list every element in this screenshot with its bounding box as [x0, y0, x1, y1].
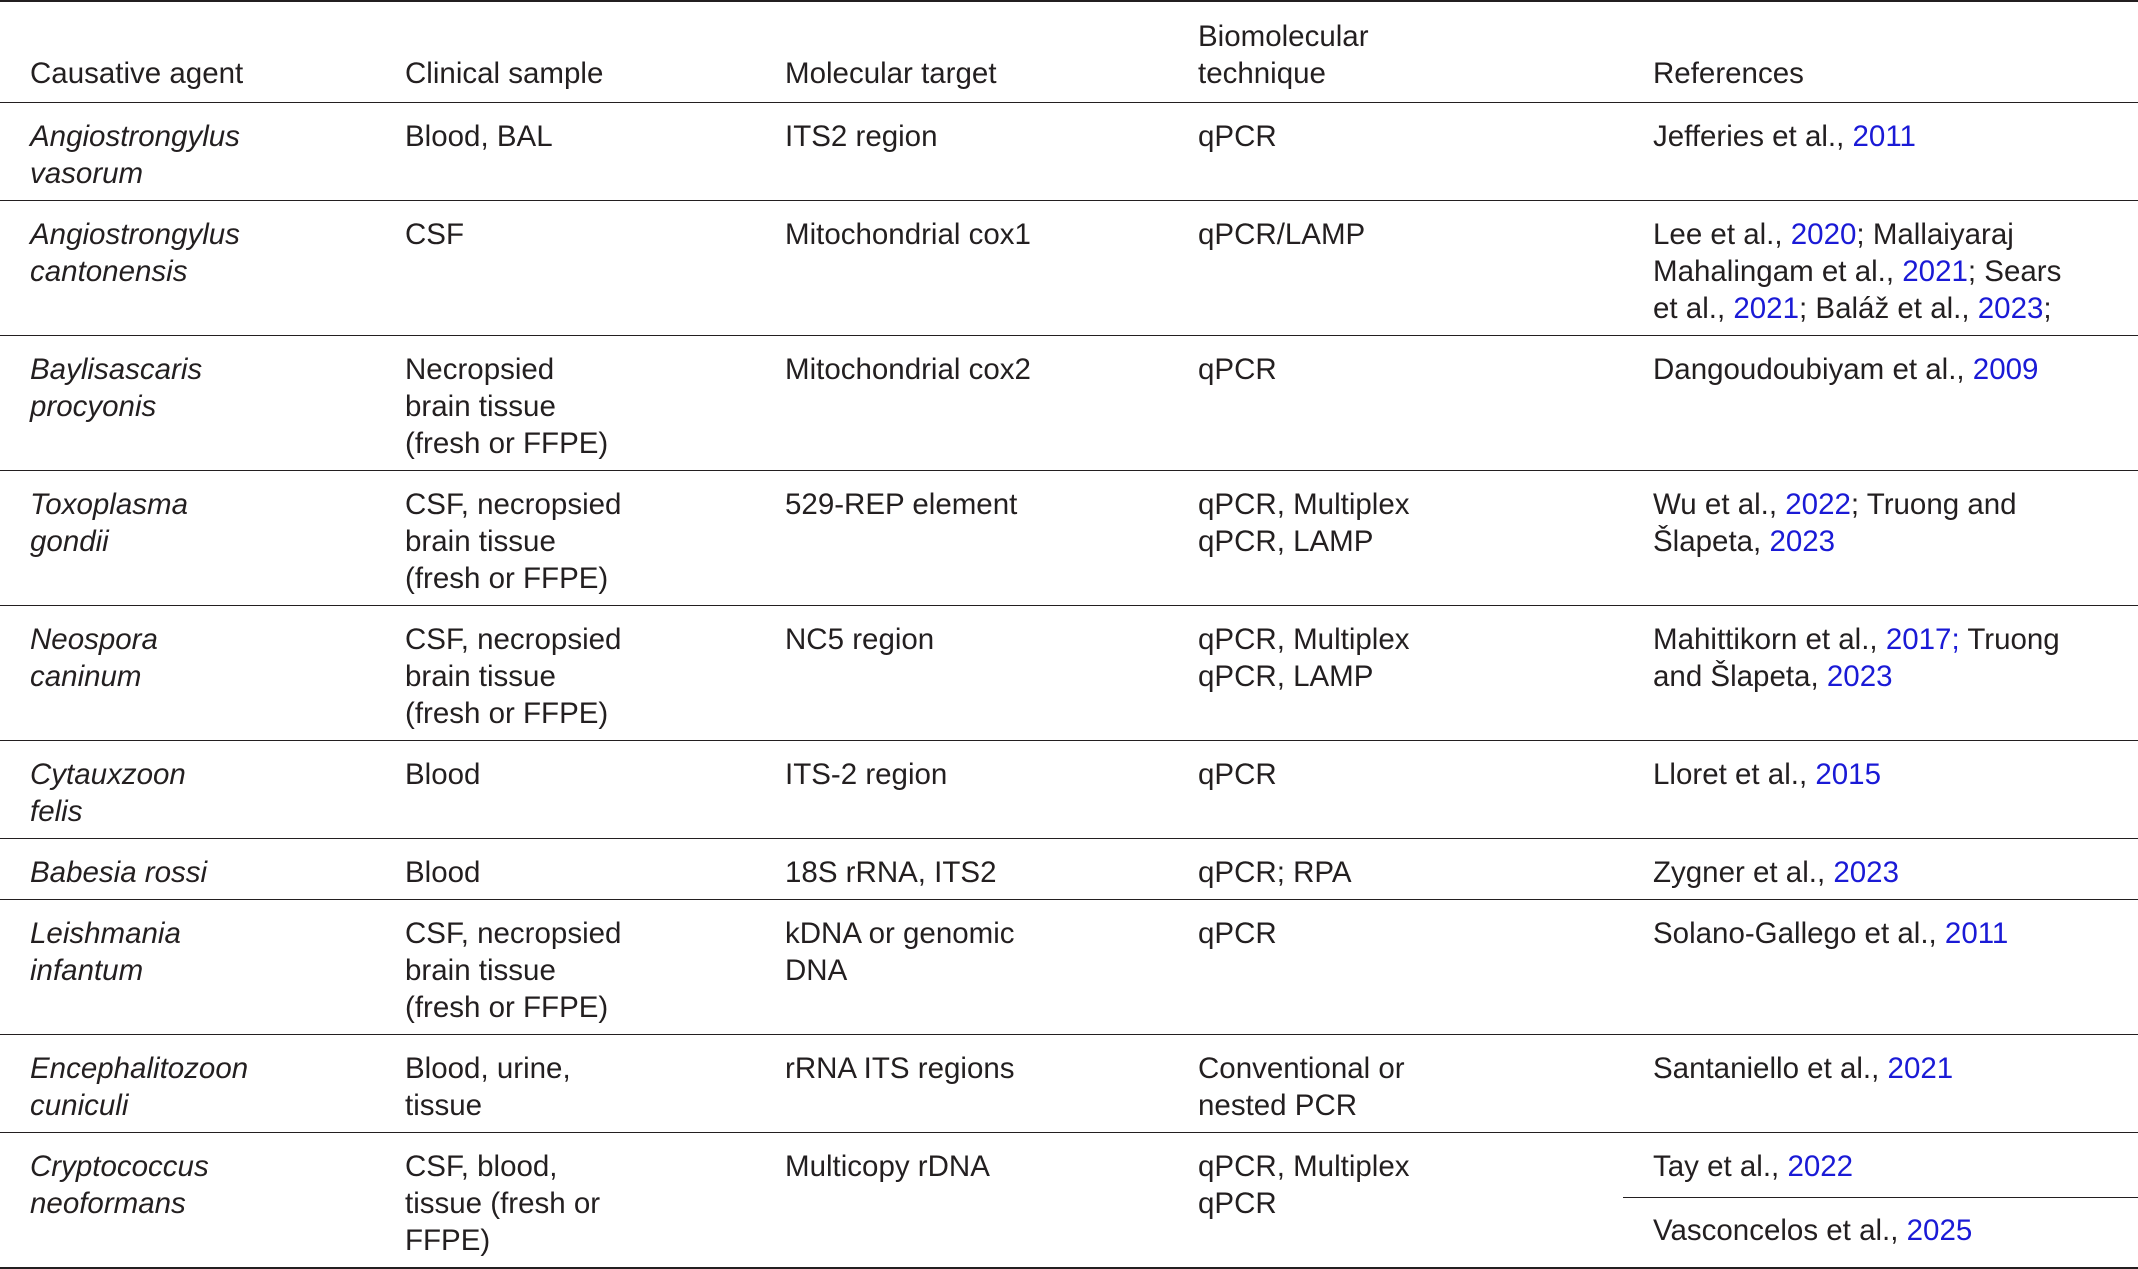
cell-references [1623, 201, 2138, 336]
cell-molecular-target-text: rRNA ITS regions [785, 1052, 1015, 1085]
cell-references [1623, 103, 2138, 201]
cell-causative-agent [0, 336, 375, 471]
cell-clinical-sample [375, 1133, 755, 1269]
cell-clinical-sample [375, 201, 755, 336]
reference-entry [1653, 1052, 1953, 1085]
reference-year-link[interactable]: 2021 [1902, 255, 1968, 288]
cell-biomolecular-technique-text: qPCR/LAMP [1198, 218, 1366, 251]
cell-molecular-target-text: ITS2 region [785, 120, 938, 153]
cell-molecular-target [755, 471, 1168, 606]
reference-author: Mallaiyaraj Mahalingam et al., [1653, 218, 2014, 288]
table-row [0, 1133, 2138, 1269]
table-row [0, 900, 2138, 1035]
table-header [0, 1, 2138, 103]
cell-clinical-sample-text: CSF, necropsied brain tissue (fresh or FFPE) [405, 623, 622, 730]
cell-clinical-sample-text: Blood, urine, tissue [405, 1052, 571, 1122]
reference-author: Truong and Šlapeta, [1653, 623, 2060, 693]
cell-clinical-sample-text: Necropsied brain tissue (fresh or FFPE) [405, 353, 609, 460]
cell-causative-agent-text: Encephalitozoon cuniculi [30, 1052, 249, 1122]
reference-year-link[interactable]: 2022 [1785, 488, 1851, 521]
reference-entry [1653, 218, 1873, 251]
reference-list [1653, 118, 2073, 155]
reference-sub-cell [1623, 1148, 2138, 1198]
reference-author: Tay et al., [1653, 1150, 1788, 1183]
table-row [0, 471, 2138, 606]
reference-author: Sears et al., [1653, 255, 2062, 325]
cell-causative-agent [0, 741, 375, 839]
table-body [0, 103, 2138, 1269]
reference-author: Vasconcelos et al., [1653, 1214, 1907, 1247]
reference-separator: ; [1856, 218, 1873, 251]
reference-entry [1653, 488, 1867, 521]
cell-clinical-sample [375, 741, 755, 839]
cell-biomolecular-technique [1168, 1035, 1623, 1133]
reference-separator: ; [1967, 255, 1985, 288]
cell-clinical-sample-text: Blood [405, 856, 481, 889]
cell-biomolecular-technique [1168, 201, 1623, 336]
cell-causative-agent-text: Neospora caninum [30, 623, 158, 693]
reference-year-link[interactable]: 2017; [1885, 623, 1960, 656]
cell-clinical-sample [375, 1035, 755, 1133]
cell-causative-agent [0, 900, 375, 1035]
cell-biomolecular-technique-text: qPCR, Multiplex qPCR [1198, 1150, 1410, 1220]
cell-molecular-target [755, 201, 1168, 336]
reference-entry [1653, 1150, 1853, 1183]
reference-author: Santaniello et al., [1653, 1052, 1888, 1085]
cell-biomolecular-technique-text: qPCR [1198, 353, 1277, 386]
reference-year-link[interactable]: 2020 [1790, 218, 1857, 251]
table-row [0, 606, 2138, 741]
cell-molecular-target-text: 529-REP element [785, 488, 1018, 521]
reference-author: Wu et al., [1653, 488, 1786, 521]
table-row [0, 201, 2138, 336]
header-molecular-target: Molecular target [785, 57, 997, 90]
reference-entry [1815, 292, 2051, 325]
cell-molecular-target [755, 1035, 1168, 1133]
reference-list [1653, 1050, 2073, 1087]
cell-molecular-target-text: NC5 region [785, 623, 935, 656]
reference-author: Lee et al., [1653, 218, 1791, 251]
cell-clinical-sample [375, 839, 755, 900]
reference-year-link[interactable]: 2011 [1852, 120, 1916, 153]
table-row [0, 839, 2138, 900]
cell-references [1623, 1035, 2138, 1133]
reference-entry [1653, 120, 1916, 153]
cell-clinical-sample [375, 103, 755, 201]
cell-molecular-target [755, 103, 1168, 201]
cell-clinical-sample [375, 336, 755, 471]
cell-causative-agent [0, 201, 375, 336]
cell-clinical-sample-text: CSF [405, 218, 464, 251]
cell-molecular-target [755, 741, 1168, 839]
header-causative-agent: Causative agent [30, 57, 244, 90]
cell-molecular-target [755, 606, 1168, 741]
cell-biomolecular-technique [1168, 103, 1623, 201]
cell-biomolecular-technique-text: qPCR, Multiplex qPCR, LAMP [1198, 623, 1410, 693]
reference-year-link[interactable]: 2015 [1815, 758, 1881, 791]
reference-author: Solano-Gallego et al., [1653, 917, 1945, 950]
cell-clinical-sample-text: CSF, blood, tissue (fresh or FFPE) [405, 1150, 601, 1257]
reference-list [1653, 756, 2073, 793]
cell-references [1623, 839, 2138, 900]
cell-clinical-sample [375, 606, 755, 741]
cell-causative-agent [0, 1133, 375, 1269]
cell-causative-agent [0, 103, 375, 201]
cell-causative-agent-text: Leishmania infantum [30, 917, 181, 987]
cell-biomolecular-technique [1168, 741, 1623, 839]
cell-causative-agent [0, 839, 375, 900]
reference-author: Mahittikorn et al., [1653, 623, 1886, 656]
cell-causative-agent-text: Angiostrongylus vasorum [30, 120, 240, 190]
reference-year-link[interactable]: 2021 [1733, 292, 1799, 325]
table-row [0, 336, 2138, 471]
reference-year-link[interactable]: 2023 [1977, 292, 2044, 325]
cell-biomolecular-technique-text: qPCR; RPA [1198, 856, 1352, 889]
cell-causative-agent-text: Cytauxzoon felis [30, 758, 186, 828]
reference-author: Truong and Šlapeta, [1653, 488, 2017, 558]
cell-clinical-sample-text: Blood, BAL [405, 120, 553, 153]
cell-molecular-target [755, 336, 1168, 471]
cell-causative-agent-text: Babesia rossi [30, 856, 208, 889]
header-clinical-sample: Clinical sample [405, 57, 604, 90]
cell-references [1623, 471, 2138, 606]
cell-molecular-target [755, 1133, 1168, 1269]
cell-causative-agent-text: Toxoplasma gondii [30, 488, 188, 558]
cell-biomolecular-technique-text: qPCR, Multiplex qPCR, LAMP [1198, 488, 1410, 558]
cell-causative-agent [0, 606, 375, 741]
cell-biomolecular-technique [1168, 1133, 1623, 1269]
cell-clinical-sample-text: CSF, necropsied brain tissue (fresh or FFPE) [405, 917, 622, 1024]
table-row [0, 103, 2138, 201]
cell-causative-agent-text: Baylisascaris procyonis [30, 353, 203, 423]
table-row [0, 741, 2138, 839]
reference-list [1653, 854, 2073, 891]
cell-molecular-target-text: 18S rRNA, ITS2 [785, 856, 997, 889]
reference-list [1653, 621, 2073, 695]
reference-author: Baláž et al., [1815, 292, 1978, 325]
cell-causative-agent-text: Cryptococcus neoformans [30, 1150, 209, 1220]
reference-year-link[interactable]: 2023 [1769, 525, 1836, 558]
cell-biomolecular-technique [1168, 900, 1623, 1035]
cell-clinical-sample-text: CSF, necropsied brain tissue (fresh or FFPE) [405, 488, 622, 595]
reference-separator: ; [1850, 488, 1867, 521]
reference-year-link[interactable]: 2021 [1887, 1052, 1954, 1085]
cell-molecular-target-text: Mitochondrial cox1 [785, 218, 1031, 251]
reference-entry [1653, 856, 1899, 889]
cell-biomolecular-technique [1168, 336, 1623, 471]
header-references: References [1653, 57, 1804, 90]
reference-year-link[interactable]: 2025 [1906, 1214, 1973, 1247]
reference-entry [1653, 917, 2008, 950]
cell-causative-agent [0, 1035, 375, 1133]
reference-author: Lloret et al., [1653, 758, 1816, 791]
reference-list [1653, 216, 2073, 327]
reference-author: Zygner et al., [1653, 856, 1834, 889]
cell-molecular-target-text: Mitochondrial cox2 [785, 353, 1031, 386]
reference-entry [1653, 623, 1967, 656]
reference-year-link[interactable]: 2009 [1972, 353, 2039, 386]
reference-year-link[interactable]: 2023 [1826, 660, 1893, 693]
cell-biomolecular-technique [1168, 471, 1623, 606]
cell-molecular-target-text: kDNA or genomic DNA [785, 917, 1015, 987]
reference-entry [1653, 758, 1881, 791]
cell-biomolecular-technique-text: Conventional or nested PCR [1198, 1052, 1405, 1122]
reference-list [1653, 351, 2073, 388]
reference-author: Dangoudoubiyam et al., [1653, 353, 1973, 386]
cell-references [1623, 900, 2138, 1035]
cell-molecular-target-text: ITS-2 region [785, 758, 948, 791]
reference-sub-cell [1653, 1198, 2108, 1249]
reference-separator: ; [1799, 292, 1816, 325]
cell-biomolecular-technique [1168, 839, 1623, 900]
cell-molecular-target [755, 900, 1168, 1035]
cell-biomolecular-technique [1168, 606, 1623, 741]
cell-clinical-sample-text: Blood [405, 758, 481, 791]
cell-clinical-sample [375, 900, 755, 1035]
cell-causative-agent-text: Angiostrongylus cantonensis [30, 218, 240, 288]
reference-author: Jefferies et al., [1653, 120, 1853, 153]
cell-biomolecular-technique-text: qPCR [1198, 917, 1277, 950]
cell-molecular-target-text: Multicopy rDNA [785, 1150, 990, 1183]
reference-list [1653, 486, 2073, 560]
header-row [0, 1, 2138, 103]
table-row [0, 1035, 2138, 1133]
reference-year-link[interactable]: 2022 [1787, 1150, 1854, 1183]
cell-references [1623, 606, 2138, 741]
cell-references [1623, 1133, 2138, 1269]
reference-separator: ; [2043, 292, 2052, 325]
reference-year-link[interactable]: 2023 [1833, 856, 1899, 889]
cell-clinical-sample [375, 471, 755, 606]
reference-list [1653, 915, 2073, 952]
header-biomolecular-technique: Biomolecular technique [1198, 20, 1369, 90]
reference-entry [1653, 1214, 1972, 1247]
cell-references [1623, 741, 2138, 839]
cell-biomolecular-technique-text: qPCR [1198, 120, 1277, 153]
cell-biomolecular-technique-text: qPCR [1198, 758, 1277, 791]
reference-entry [1653, 353, 2038, 386]
cell-causative-agent [0, 471, 375, 606]
reference-year-link[interactable]: 2011 [1944, 917, 2009, 950]
cell-references [1623, 336, 2138, 471]
cell-molecular-target [755, 839, 1168, 900]
